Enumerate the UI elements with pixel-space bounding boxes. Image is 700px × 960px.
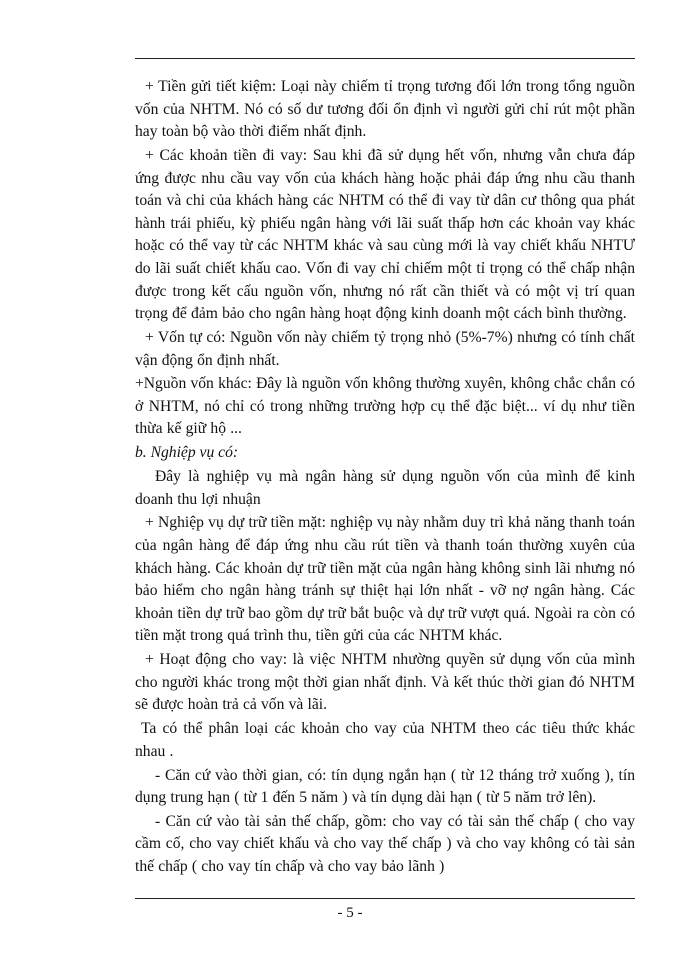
page-body: [135, 76, 635, 880]
header-rule: [135, 58, 635, 59]
paragraph-equity-capital: + Vốn tự có: Nguồn vốn này chiếm tỷ trọng nhỏ (5%-7%) nhưng có tính chất vận động ổn định nhất.: [135, 328, 635, 369]
paragraph-other-funds: +Nguồn vốn khác: Đây là nguồn vốn không thường xuyên, không chắc chắn có ở NHTM, nó chỉ có trong những trường hợp cụ thể đặc biệt... ví dụ như tiền thừa kế giữ hộ ...: [135, 375, 635, 438]
paragraph-by-collateral: - Căn cứ vào tài sản thế chấp, gồm: cho vay có tài sản thế chấp ( cho vay cầm cố, cho vay chiết khấu và cho vay thế chấp ) và cho vay không có tài sản thế chấp ( cho vay tín chấp và cho vay bảo lãnh ): [135, 812, 635, 876]
paragraph-cash-reserves: + Nghiệp vụ dự trữ tiền mặt: nghiệp vụ này nhằm duy trì khả năng thanh toán của ngân hàng để đáp ứng nhu cầu rút tiền và thanh toán thường xuyên của khách hàng. Các khoản dự trữ tiền mặt của ngân hàng không sinh lãi nhưng nó bảo hiểm cho ngân hàng tránh sự thiệt hại lớn nhất - vỡ nợ ngân hàng. Các khoản tiền dự trữ bao gồm dự trữ bắt buộc và dự trữ vượt quá. Ngoài ra còn có tiền mặt trong quá trình thu, tiền gửi của các NHTM khác.: [135, 514, 635, 645]
footer-rule: [135, 898, 635, 899]
paragraph-asset-operations-intro: Đây là nghiệp vụ mà ngân hàng sử dụng nguồn vốn của mình để kinh doanh thu lợi nhuận: [135, 468, 635, 508]
paragraph-savings-deposits: + Tiền gửi tiết kiệm: Loại này chiếm tỉ trọng tương đối lớn trong tổng nguồn vốn của NHTM. Nó có số dư tương đối ổn định vì người gửi chỉ rút một phần hay toàn bộ vào thời điểm nhất định.: [135, 78, 635, 141]
paragraph-lending: + Hoạt động cho vay: là việc NHTM nhường quyền sử dụng vốn của mình cho người khác trong một thời gian nhất định. Và kết thúc thời gian đó NHTM sẽ được hoàn trả cả vốn và lãi.: [135, 651, 635, 714]
paragraph-loan-classification: Ta có thể phân loại các khoản cho vay của NHTM theo các tiêu thức khác nhau .: [135, 720, 635, 760]
paragraph-borrowed-funds: + Các khoản tiền đi vay: Sau khi đã sử dụng hết vốn, nhưng vẫn chưa đáp ứng được nhu cầu vay vốn của khách hàng hoặc phải đáp ứng nhu cầu thanh toán và chi của khách hàng các NHTM có thể đi vay từ dân cư thông qua phát hành trái phiếu, kỳ phiếu ngân hàng với lãi suất thấp hơn các khoản vay khác hoặc có thể vay từ các NHTM khác và sau cùng mới là vay chiết khấu NHTƯ do lãi suất chiết khấu cao. Vốn đi vay chỉ chiếm một tỉ trọng có thể chấp nhận được trong kết cấu nguồn vốn, nhưng nó rất cần thiết và có một vị trí quan trọng để đảm bảo cho ngân hàng hoạt động kinh doanh một cách bình thường.: [135, 146, 635, 323]
paragraph-by-term: - Căn cứ vào thời gian, có: tín dụng ngắn hạn ( từ 12 tháng trở xuống ), tín dụng trung hạn ( từ 1 đến 5 năm ) và tín dụng dài hạn ( từ 5 năm trở lên).: [135, 766, 635, 807]
page-number: - 5 -: [337, 905, 363, 921]
section-heading-asset-operations: b. Nghiệp vụ có:: [135, 444, 239, 462]
